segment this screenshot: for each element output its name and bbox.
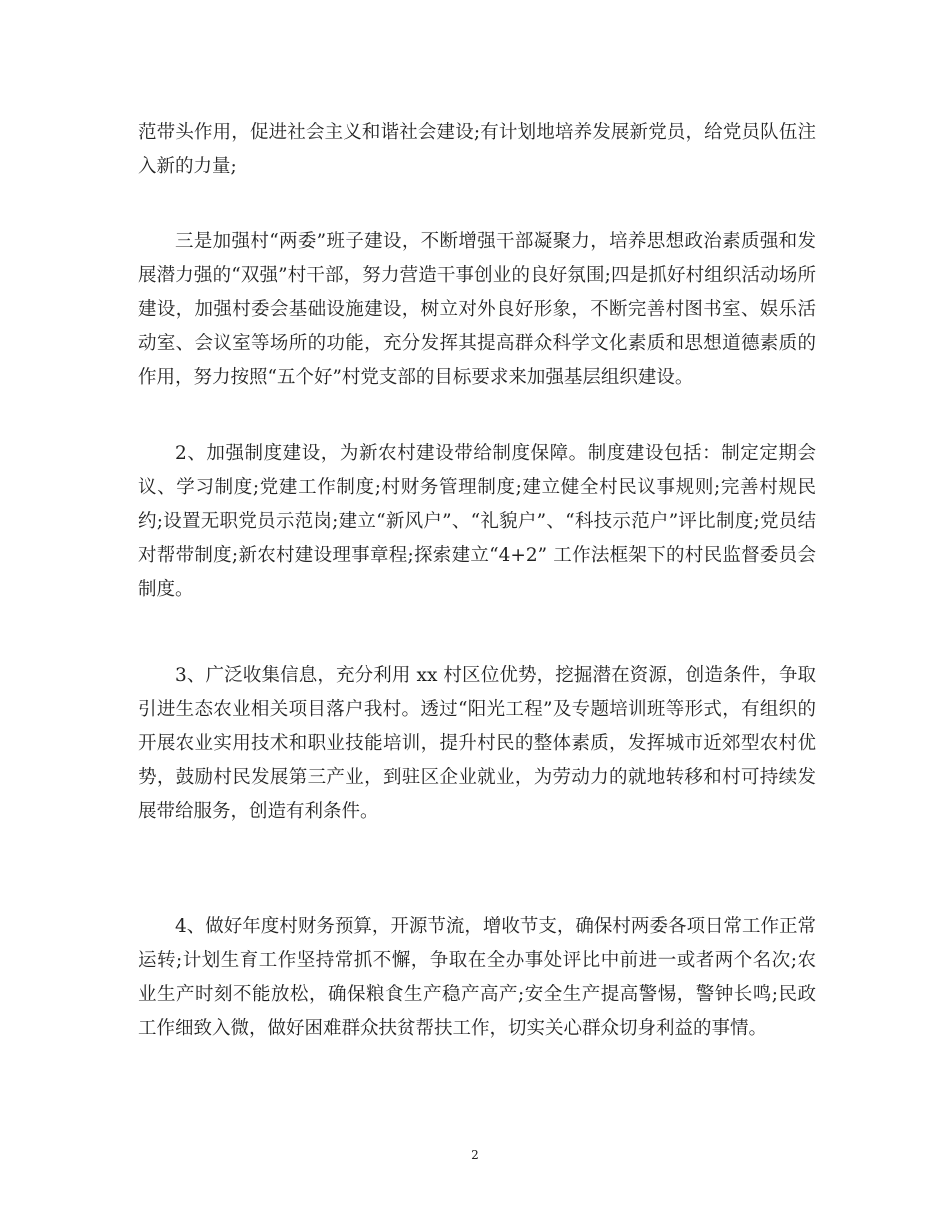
paragraph-system-construction: 2、加强制度建设，为新农村建设带给制度保障。制度建设包括：制定定期会议、学习制度;党建工作制度;村财务管理制度;建立健全村民议事规则;完善村规民约;设置无职党员示范岗;建立“新风户”、“礼貌户”、“科技示范户”评比制度;党员结对帮带制度;新农村建设理事章程;探索建立“4+2” 工作法框架下的村民监督委员会制度。: [138, 443, 816, 600]
paragraph-continuation: 范带头作用，促进社会主义和谐社会建设;有计划地培养发展新党员，给党员队伍注入新的力量;: [138, 122, 816, 177]
paragraph-information-collection: 3、广泛收集信息，充分利用 xx 村区位优势，挖掘潜在资源，创造条件，争取引进生态农业相关项目落户我村。透过“阳光工程”及专题培训班等形式，有组织的开展农业实用技术和职业技能培训，提升村民的整体素质，发挥城市近郊型农村优势，鼓励村民发展第三产业，到驻区企业就业，为劳动力的就地转移和村可持续发展带给服务，创造有利条件。: [138, 665, 816, 822]
paragraph-village-committee: 三是加强村“两委”班子建设，不断增强干部凝聚力，培养思想政治素质强和发展潜力强的“双强”村干部，努力营造干事创业的良好氛围;四是抓好村组织活动场所建设，加强村委会基础设施建设，树立对外良好形象，不断完善村图书室、娱乐活动室、会议室等场所的功能，充分发挥其提高群众科学文化素质和思想道德素质的作用，努力按照“五个好”村党支部的目标要求来加强基层组织建设。: [138, 231, 816, 388]
paragraph-financial-budget: 4、做好年度村财务预算，开源节流，增收节支，确保村两委各项日常工作正常运转;计划生育工作坚持常抓不懈，争取在全办事处评比中前进一或者两个名次;农业生产时刻不能放松，确保粮食生产稳产高产;安全生产提高警惕，警钟长鸣;民政工作细致入微，做好困难群众扶贫帮扶工作，切实关心群众切身利益的事情。: [138, 916, 816, 1039]
page-number: 2: [471, 1148, 479, 1162]
